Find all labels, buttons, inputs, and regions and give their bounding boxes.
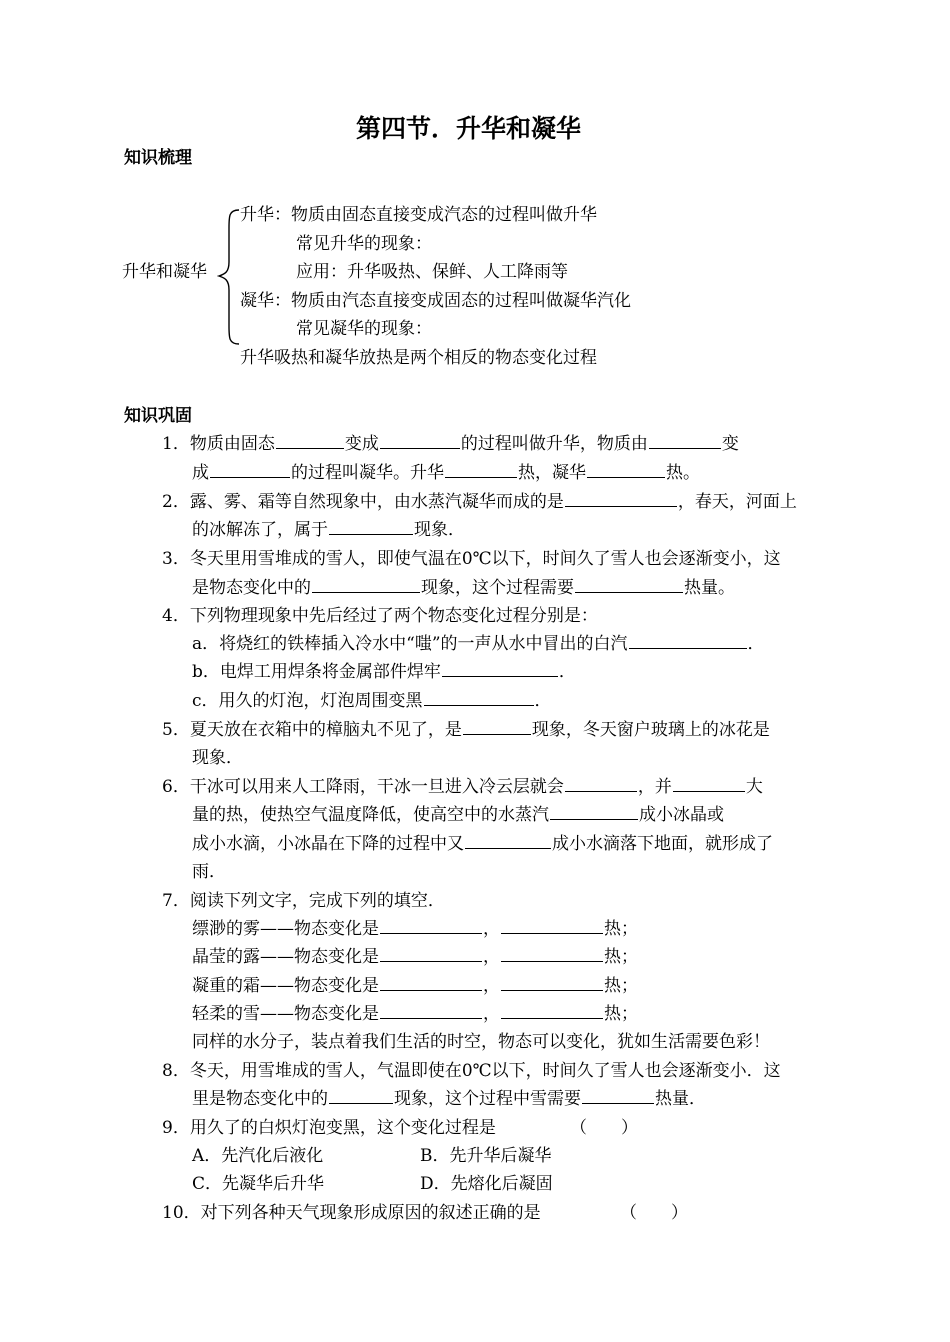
question-7-line-dew: 晶莹的露——物态变化是 ， 热；	[192, 947, 638, 967]
answer-blank[interactable]	[587, 476, 665, 478]
question-3-line-2: 是物态变化中的 现象，这个过程需要 热量。	[192, 578, 735, 598]
section-heading-summary: 知识梳理	[124, 148, 192, 168]
question-9-stem: 9．用久了的白炽灯泡变黑，这个变化过程是	[162, 1118, 496, 1138]
outline-line-sublimation: 升华：物质由固态直接变成汽态的过程叫做升华	[240, 205, 597, 225]
question-6-line-3: 成小水滴，小冰晶在下降的过程中又 成小水滴落下地面，就形成了	[192, 834, 773, 854]
answer-blank[interactable]	[210, 476, 290, 478]
answer-blank[interactable]	[329, 533, 413, 535]
answer-blank[interactable]	[276, 447, 344, 449]
outline-line-applications: 应用：升华吸热、保鲜、人工降雨等	[296, 262, 568, 282]
answer-parentheses[interactable]: （ ）	[620, 1203, 688, 1223]
question-8-line-2: 里是物态变化中的 现象，这个过程中雪需要 热量．	[192, 1089, 706, 1109]
answer-blank[interactable]	[465, 847, 551, 849]
question-6-line-2: 量的热，使热空气温度降低，使高空中的水蒸汽 成小冰晶或	[192, 805, 724, 825]
question-3-line-1: 3．冬天里用雪堆成的雪人，即使气温在0℃以下，时间久了雪人也会逐渐变小，这	[162, 549, 781, 569]
question-1-line-1: 1．物质由固态 变成 的过程叫做升华，物质由 变	[162, 434, 739, 454]
question-2-line-2: 的冰解冻了，属于 现象．	[192, 520, 465, 540]
answer-blank[interactable]	[582, 1102, 654, 1104]
question-4-part-c: c．用久的灯泡，灯泡周围变黑 ．	[192, 691, 552, 711]
answer-blank[interactable]	[312, 591, 420, 593]
question-9-option-a[interactable]: A．先汽化后液化	[192, 1146, 324, 1166]
answer-blank[interactable]	[380, 1017, 482, 1019]
question-4-part-a: a．将烧红的铁棒插入冷水中“嗤”的一声从水中冒出的白汽 ．	[192, 634, 765, 654]
question-8-line-1: 8．冬天，用雪堆成的雪人，气温即使在0℃以下，时间久了雪人也会逐渐变小．这	[162, 1061, 781, 1081]
outline-root: 升华和凝华	[122, 262, 207, 282]
answer-blank[interactable]	[380, 960, 482, 962]
outline-line-deposition: 凝华：物质由汽态直接变成固态的过程叫做凝华汽化	[240, 291, 631, 311]
question-9-option-d[interactable]: D．先熔化后凝固	[420, 1174, 553, 1194]
question-7-line-snow: 轻柔的雪——物态变化是 ， 热；	[192, 1004, 638, 1024]
answer-blank[interactable]	[649, 447, 721, 449]
answer-blank[interactable]	[445, 476, 517, 478]
question-4-stem: 4．下列物理现象中先后经过了两个物态变化过程分别是：	[162, 606, 598, 626]
answer-blank[interactable]	[575, 591, 683, 593]
answer-blank[interactable]	[380, 447, 460, 449]
answer-blank[interactable]	[673, 790, 745, 792]
question-7-stem: 7．阅读下列文字，完成下列的填空．	[162, 891, 445, 911]
question-7-line-fog: 缥渺的雾——物态变化是 ， 热；	[192, 919, 638, 939]
answer-blank[interactable]	[501, 989, 603, 991]
outline-line-deposition-examples: 常见凝华的现象：	[296, 319, 432, 339]
question-1-line-2: 成 的过程叫凝华。升华 热，凝华 热。	[192, 463, 700, 483]
answer-blank[interactable]	[329, 1102, 393, 1104]
section-heading-practice: 知识巩固	[124, 406, 192, 426]
page-title: 第四节．升华和凝华	[356, 114, 582, 143]
answer-blank[interactable]	[501, 960, 603, 962]
answer-blank[interactable]	[442, 675, 558, 677]
answer-blank[interactable]	[629, 647, 747, 649]
answer-blank[interactable]	[463, 733, 531, 735]
outline-line-sublimation-examples: 常见升华的现象：	[296, 234, 432, 254]
curly-brace-icon	[217, 208, 243, 346]
answer-blank[interactable]	[550, 818, 638, 820]
question-6-line-4: 雨．	[192, 862, 226, 882]
question-2-line-1: 2．露、雾、霜等自然现象中，由水蒸汽凝华而成的是 ，春天，河面上	[162, 492, 797, 512]
answer-blank[interactable]	[501, 932, 603, 934]
answer-blank[interactable]	[501, 1017, 603, 1019]
question-9-option-b[interactable]: B．先升华后凝华	[420, 1146, 552, 1166]
question-10-stem: 10．对下列各种天气现象形成原因的叙述正确的是	[162, 1203, 541, 1223]
question-7-line-frost: 凝重的霜——物态变化是 ， 热；	[192, 976, 638, 996]
answer-blank[interactable]	[565, 505, 677, 507]
answer-blank[interactable]	[565, 790, 637, 792]
question-4-part-b: b．电焊工用焊条将金属部件焊牢 ．	[192, 662, 576, 682]
question-7-closing: 同样的水分子，装点着我们生活的时空，物态可以变化，犹如生活需要色彩！	[192, 1032, 770, 1052]
question-5-line-2: 现象．	[192, 748, 243, 768]
answer-blank[interactable]	[380, 989, 482, 991]
outline-line-summary: 升华吸热和凝华放热是两个相反的物态变化过程	[240, 348, 597, 368]
question-6-line-1: 6．干冰可以用来人工降雨，干冰一旦进入冷云层就会 ，并 大	[162, 777, 763, 797]
answer-blank[interactable]	[424, 704, 534, 706]
question-9-option-c[interactable]: C．先凝华后升华	[192, 1174, 325, 1194]
answer-blank[interactable]	[380, 932, 482, 934]
question-5-line-1: 5．夏天放在衣箱中的樟脑丸不见了，是 现象，冬天窗户玻璃上的冰花是	[162, 720, 770, 740]
answer-parentheses[interactable]: （ ）	[570, 1118, 638, 1138]
